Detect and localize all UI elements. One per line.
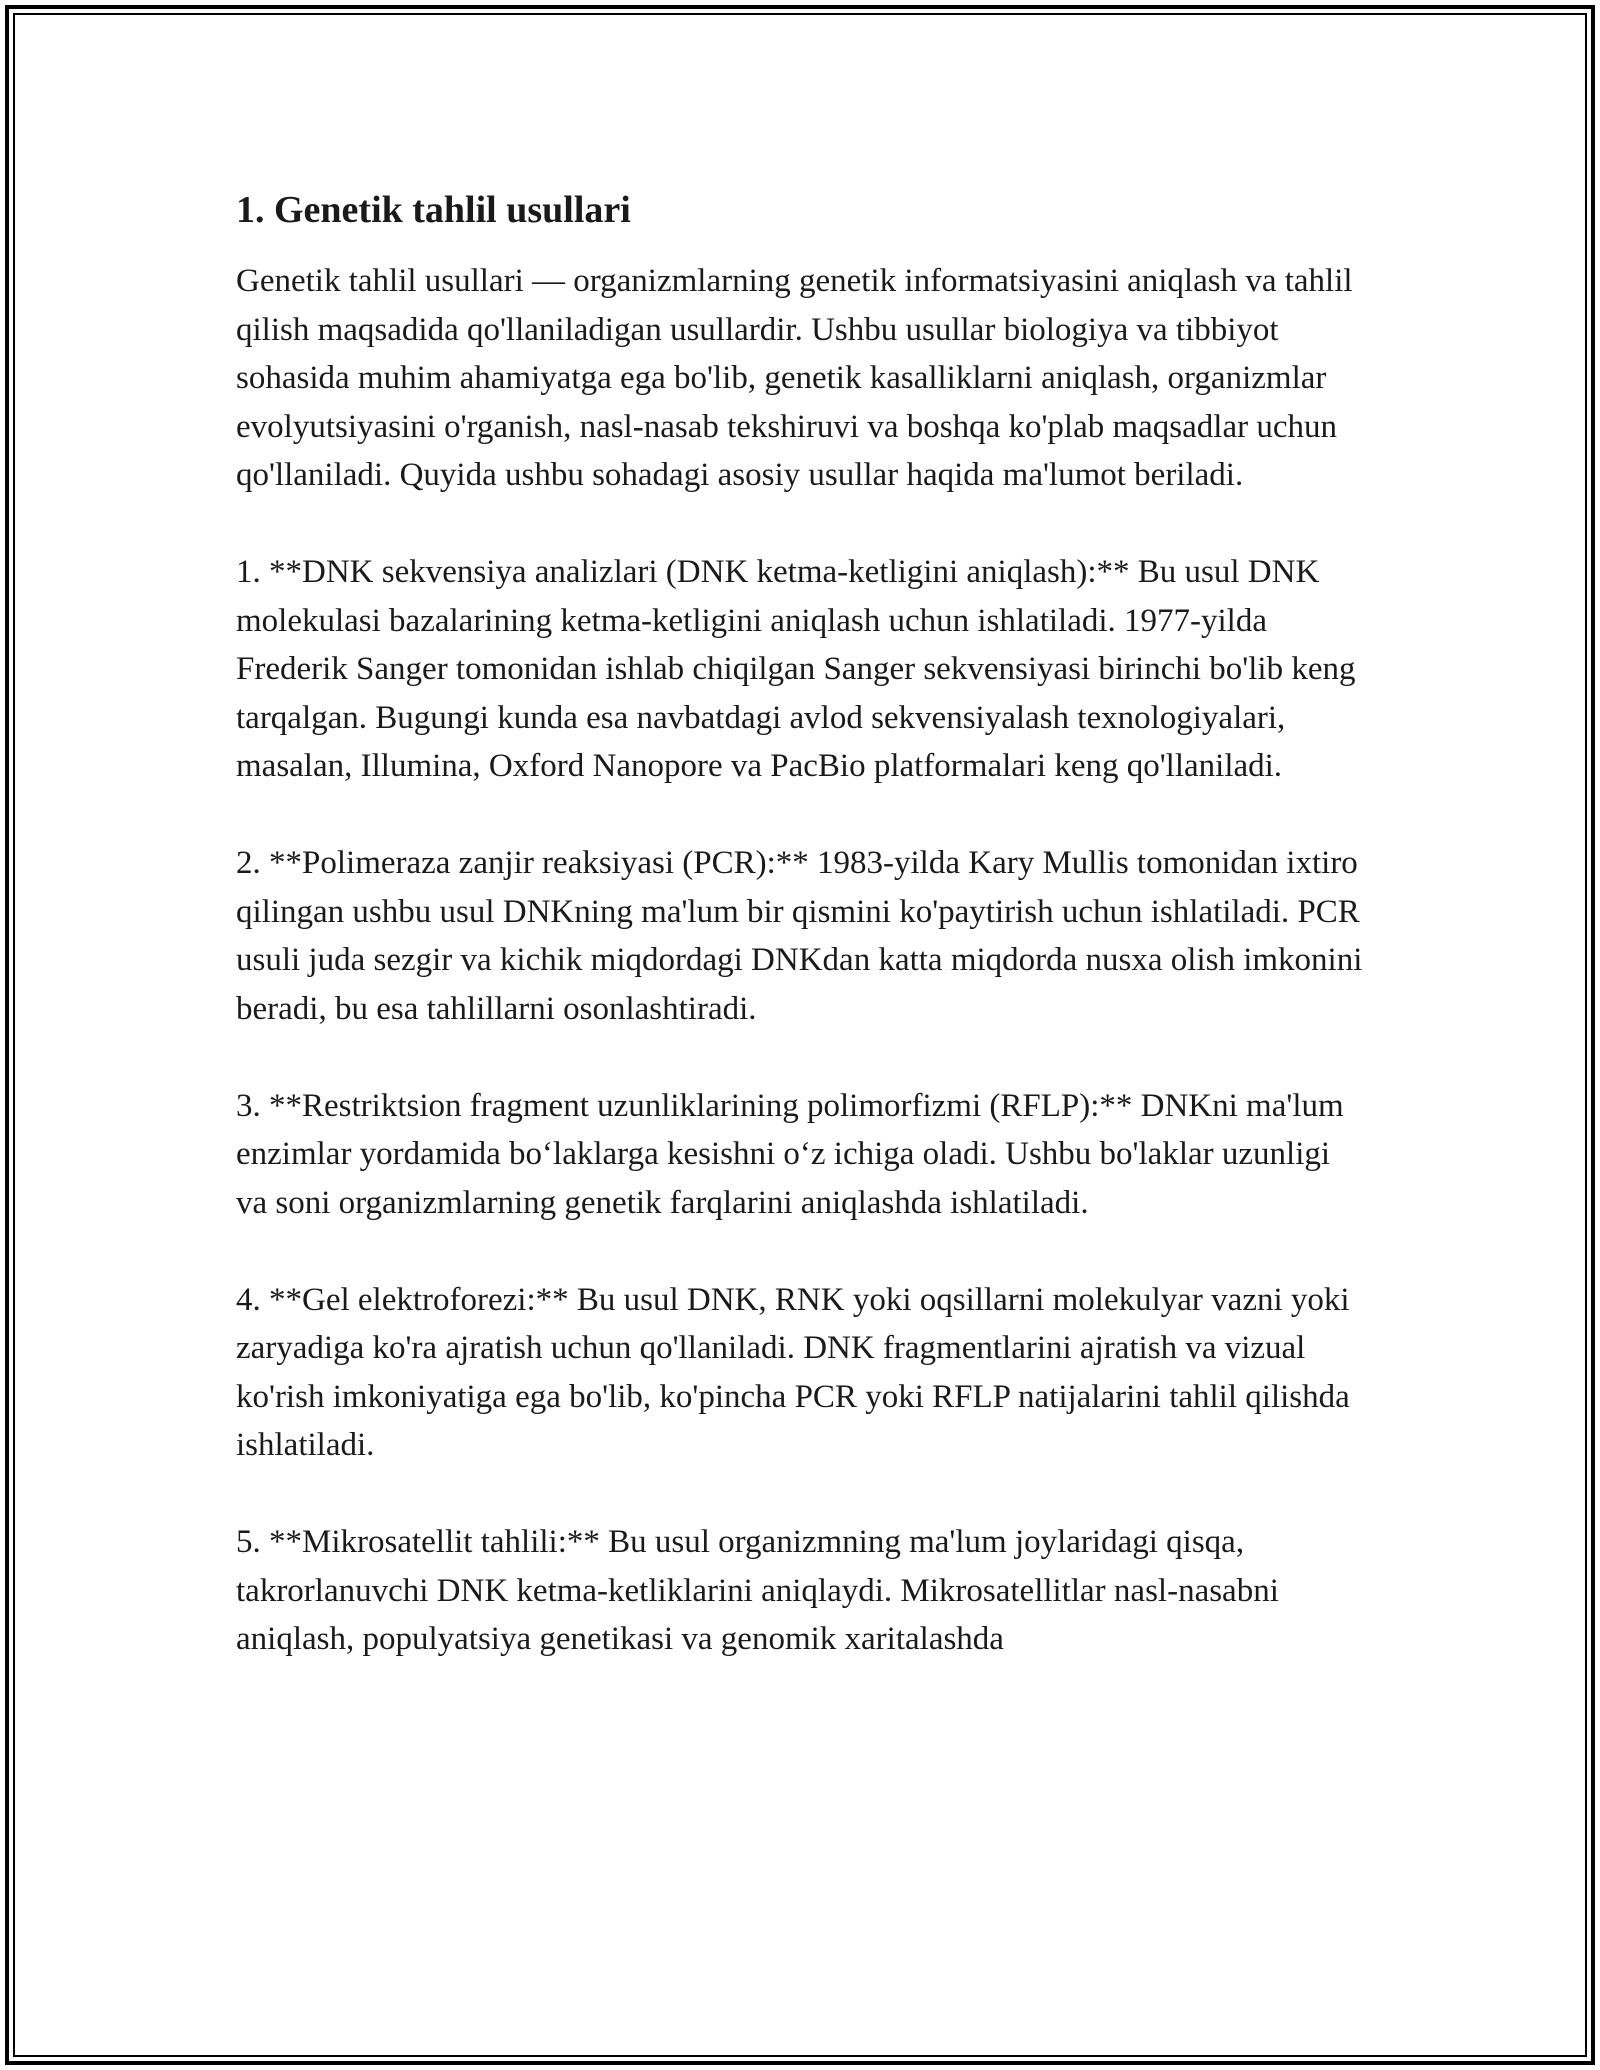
method-3-rflp: 3. **Restriktsion fragment uzunliklarining polimorfizmi (RFLP):** DNKni ma'lum enzimlar yordamida bo‘laklarga kesishni o‘z ichiga oladi. Ushbu bo'laklar uzunligi va soni organizmlarning genetik farqlarini aniqlashda ishlatiladi. (236, 1087, 1344, 1221)
method-5-microsatellite: 5. **Mikrosatellit tahlili:** Bu usul organizmning ma'lum joylaridagi qisqa, takrorlanuvchi DNK ketma-ketliklarini aniqlaydi. Mikrosatellitlar nasl-nasabni aniqlash, populyatsiya genetikasi va genomik xaritalashda (236, 1524, 1279, 1658)
method-2-pcr: 2. **Polimeraza zanjir reaksiyasi (PCR):** 1983-yilda Kary Mullis tomonidan ixtiro qilingan ushbu usul DNKning ma'lum bir qismini ko'paytirish uchun ishlatiladi. PCR usuli juda sezgir va kichik miqdordagi DNKdan katta miqdorda nusxa olish imkonini beradi, bu esa tahlillarni osonlashtiradi. (236, 845, 1363, 1027)
method-4-gel-electrophoresis: 4. **Gel elektroforezi:** Bu usul DNK, RNK yoki oqsillarni molekulyar vazni yoki zaryadiga ko'ra ajratish uchun qo'llaniladi. DNK fragmentlarini ajratish va vizual ko'rish imkoniyatiga ega bo'lib, ko'pincha PCR yoki RFLP natijalarini tahlil qilishda ishlatiladi. (236, 1281, 1350, 1464)
document-body (236, 186, 1366, 1712)
section-heading: 1. Genetik tahlil usullari (236, 189, 631, 231)
intro-paragraph: Genetik tahlil usullari — organizmlarning genetik informatsiyasini aniqlash va tahlil qilish maqsadida qo'llaniladigan usullardir. Ushbu usullar biologiya va tibbiyot sohasida muhim ahamiyatga ega bo'lib, genetik kasalliklarni aniqlash, organizmlar evolyutsiyasini o'rganish, nasl-nasab tekshiruvi va boshqa ko'plab maqsadlar uchun qo'llaniladi. Quyida ushbu sohadagi asosiy usullar haqida ma'lumot beriladi. (236, 263, 1353, 494)
method-1-dna-sequencing: 1. **DNK sekvensiya analizlari (DNK ketma-ketligini aniqlash):** Bu usul DNK molekulasi bazalarining ketma-ketligini aniqlash uchun ishlatiladi. 1977-yilda Frederik Sanger tomonidan ishlab chiqilgan Sanger sekvensiyasi birinchi bo'lib keng tarqalgan. Bugungi kunda esa navbatdagi avlod sekvensiyalash texnologiyalari, masalan, Illumina, Oxford Nanopore va PacBio platformalari keng qo'llaniladi. (236, 554, 1356, 785)
